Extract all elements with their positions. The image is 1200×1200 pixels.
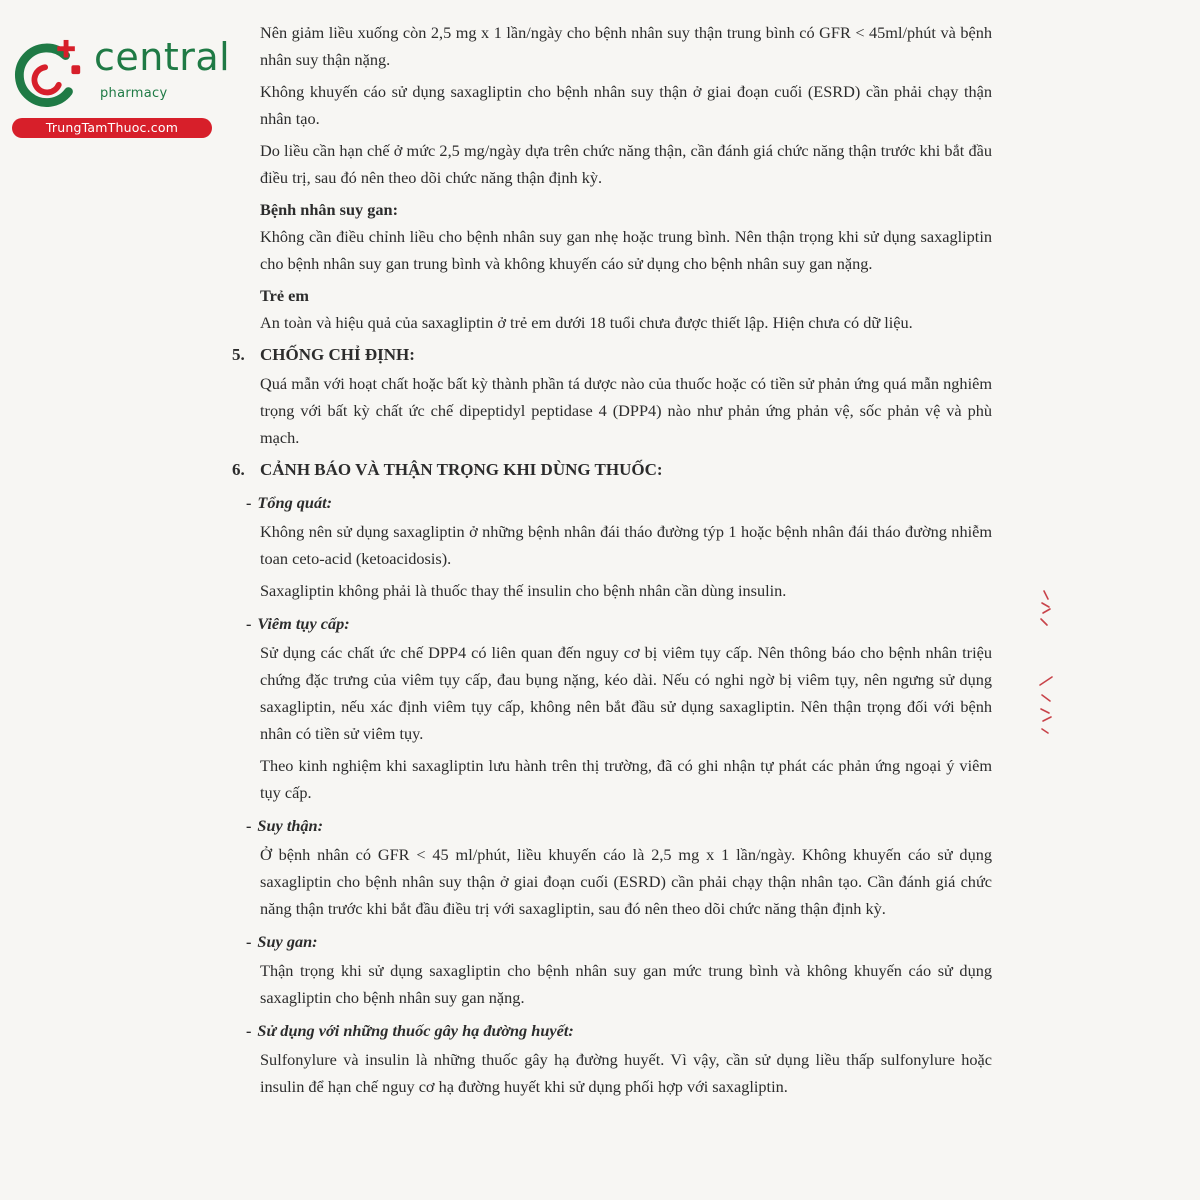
section-5-title: CHỐNG CHỈ ĐỊNH: <box>260 345 415 364</box>
general-paragraph-2: Saxagliptin không phải là thuốc thay thế insulin cho bệnh nhân cần dùng insulin. <box>260 581 787 600</box>
logo-name: central <box>94 35 231 79</box>
logo-subtitle: pharmacy <box>100 86 168 101</box>
children-paragraph: An toàn và hiệu quả của saxagliptin ở trẻ em dưới 18 tuổi chưa được thiết lập. Hiện chưa có dữ liệu. <box>260 313 913 332</box>
renal-esrd-paragraph: Không khuyến cáo sử dụng saxagliptin cho bệnh nhân suy thận ở giai đoạn cuối (ESRD) cần phải chạy thận nhân tạo. <box>260 82 992 128</box>
hypoglycemic-paragraph: Sulfonylure và insulin là những thuốc gây hạ đường huyết. Vì vậy, cần sử dụng liều thấp sulfonylure hoặc insulin để hạn chế nguy cơ hạ đường huyết khi sử dụng phối hợp với saxagliptin. <box>260 1050 992 1096</box>
central-pharmacy-logo-icon <box>10 38 88 116</box>
hypoglycemic-subheading-text: Sử dụng với những thuốc gây hạ đường huyết: <box>257 1021 574 1040</box>
hepatic-warning-paragraph: Thận trọng khi sử dụng saxagliptin cho bệnh nhân suy gan mức trung bình và không khuyến cáo sử dụng saxagliptin cho bệnh nhân suy gan nặng. <box>260 961 992 1007</box>
document-body <box>232 19 992 1100</box>
pancreatitis-paragraph-2: Theo kinh nghiệm khi saxagliptin lưu hành trên thị trường, đã có ghi nhận tự phát các phản ứng ngoại ý viêm tụy cấp. <box>260 756 992 802</box>
hypoglycemic-subheading: - Sử dụng với những thuốc gây hạ đường huyết: <box>246 1021 574 1040</box>
pancreatitis-paragraph-1: Sử dụng các chất ức chế DPP4 có liên quan đến nguy cơ bị viêm tụy cấp. Nên thông báo cho bệnh nhân triệu chứng đặc trưng của viêm tụy cấp, đau bụng nặng, kéo dài. Nếu có nghi ngờ bị viêm tụy, nên ngưng sử dụng saxagliptin, nếu xác định viêm tụy cấp, không nên bắt đầu sử dụng saxagliptin. Nên thận trọng đối với bệnh nhân có tiền sử viêm tụy. <box>260 643 992 743</box>
section-5-heading <box>232 341 992 368</box>
red-stamp-marks-icon <box>1030 585 1060 735</box>
renal-dose-paragraph: Nên giảm liều xuống còn 2,5 mg x 1 lần/ngày cho bệnh nhân suy thận trung bình có GFR < 45ml/phút và bệnh nhân suy thận nặng. <box>260 23 992 69</box>
contraindication-paragraph: Quá mẫn với hoạt chất hoặc bất kỳ thành phần tá dược nào của thuốc hoặc có tiền sử phản ứng quá mẫn nghiêm trọng với bất kỳ chất ức chế dipeptidyl peptidase 4 (DPP4) nào như phản ứng phản vệ, sốc phản vệ và phù mạch. <box>260 374 992 447</box>
section-6-number: 6. <box>232 460 245 479</box>
general-paragraph-1: Không nên sử dụng saxagliptin ở những bệnh nhân đái tháo đường týp 1 hoặc bệnh nhân đái tháo đường nhiễm toan ceto-acid (ketoacidosis). <box>260 522 992 568</box>
pancreatitis-subheading: - Viêm tụy cấp: <box>246 614 350 633</box>
renal-monitor-paragraph: Do liều cần hạn chế ở mức 2,5 mg/ngày dựa trên chức năng thận, cần đánh giá chức năng thận trước khi bắt đầu điều trị, sau đó nên theo dõi chức năng thận định kỳ. <box>260 141 992 187</box>
general-subheading: - Tổng quát: <box>246 493 333 512</box>
children-heading: Trẻ em <box>260 286 309 305</box>
pharmacy-logo[interactable] <box>10 35 231 136</box>
hepatic-subheading: - Suy gan: <box>246 932 318 951</box>
section-6-heading <box>232 456 992 483</box>
logo-url-badge: TrungTamThuoc.com <box>12 118 212 138</box>
renal-subheading-text: Suy thận: <box>257 816 324 835</box>
section-6-title: CẢNH BÁO VÀ THẬN TRỌNG KHI DÙNG THUỐC: <box>260 460 663 479</box>
general-subheading-text: Tổng quát: <box>257 493 333 512</box>
hepatic-subheading-text: Suy gan: <box>257 932 318 951</box>
renal-warning-paragraph: Ở bệnh nhân có GFR < 45 ml/phút, liều khuyến cáo là 2,5 mg x 1 lần/ngày. Không khuyến cáo sử dụng saxagliptin cho bệnh nhân suy thận ở giai đoạn cuối (ESRD) cần phải chạy thận nhân tạo. Cần đánh giá chức năng thận trước khi bắt đầu điều trị với saxagliptin, sau đó nên theo dõi chức năng thận định kỳ. <box>260 845 992 918</box>
section-5-number: 5. <box>232 345 245 364</box>
hepatic-paragraph: Không cần điều chỉnh liều cho bệnh nhân suy gan nhẹ hoặc trung bình. Nên thận trọng khi sử dụng saxagliptin cho bệnh nhân suy gan trung bình và không khuyến cáo sử dụng cho bệnh nhân suy gan nặng. <box>260 227 992 273</box>
hepatic-heading: Bệnh nhân suy gan: <box>260 200 399 219</box>
pancreatitis-subheading-text: Viêm tụy cấp: <box>257 614 350 633</box>
renal-subheading: - Suy thận: <box>246 816 324 835</box>
